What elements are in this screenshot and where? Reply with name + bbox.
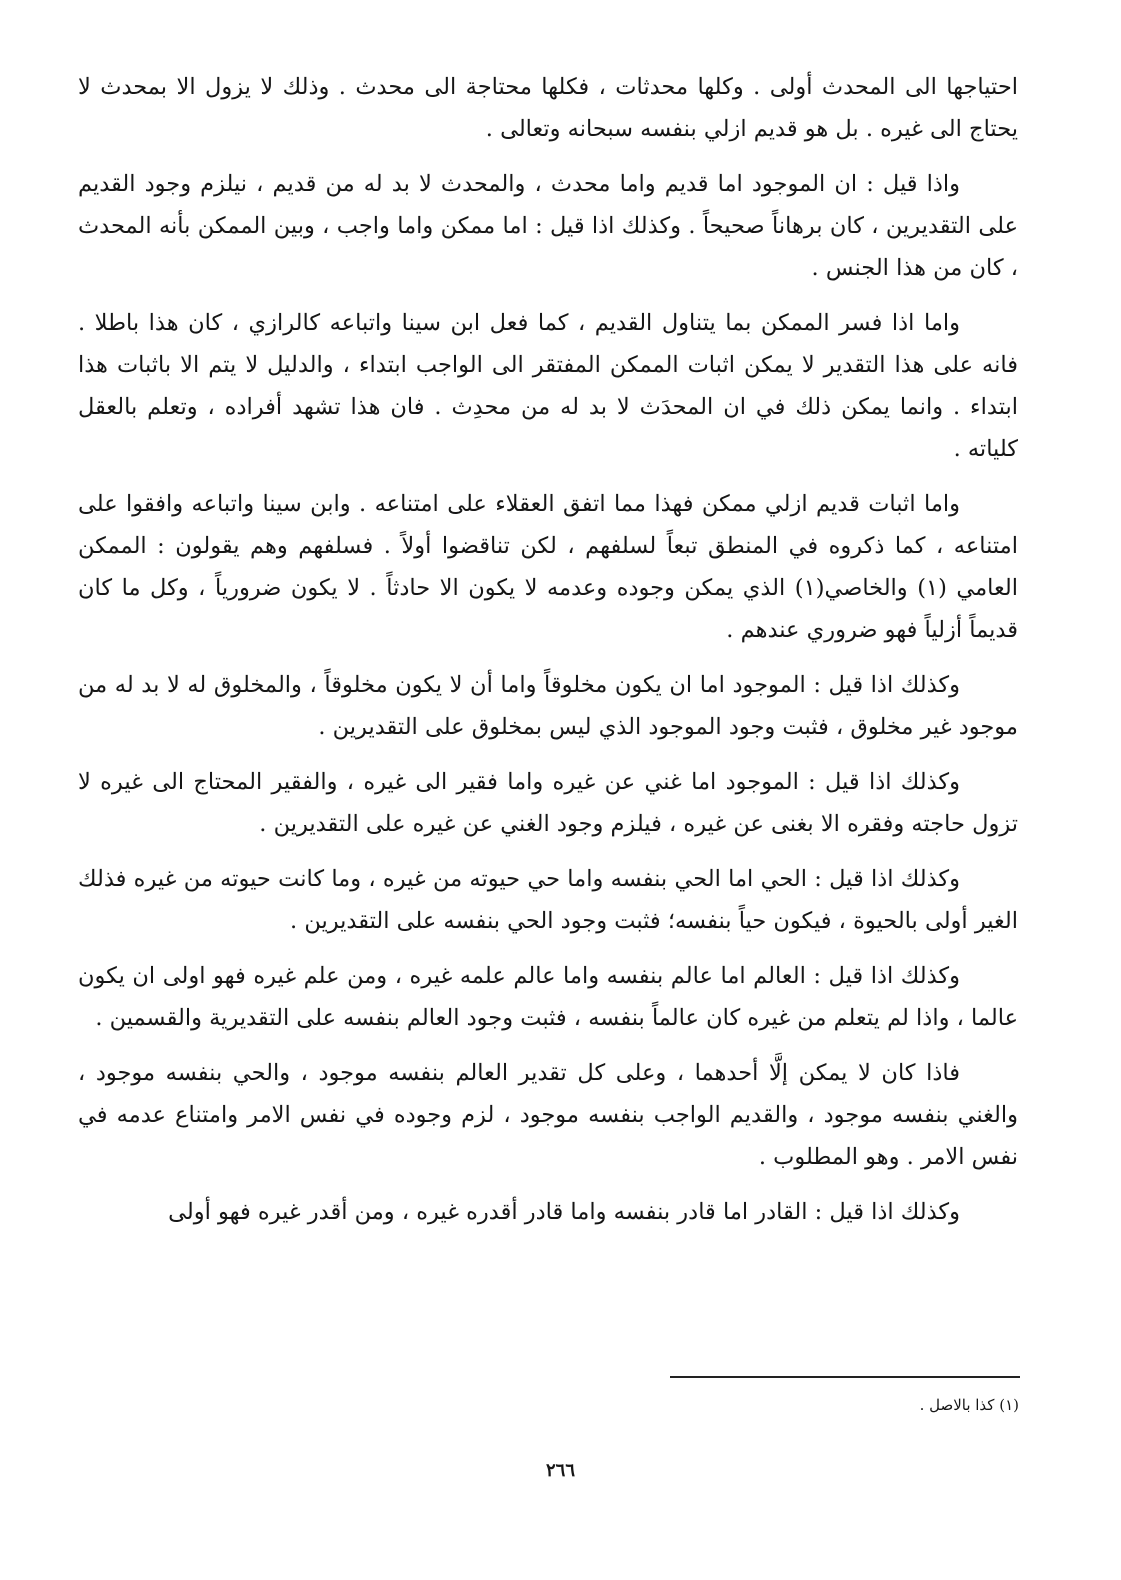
page-number: ٢٦٦	[545, 1460, 575, 1481]
paragraph: وكذلك اذا قيل : القادر اما قادر بنفسه واما قادر أقدره غيره ، ومن أقدر غيره فهو أولى	[168, 1199, 960, 1225]
paragraph: احتياجها الى المحدث أولى . وكلها محدثات ، فكلها محتاجة الى محدث . وذلك لا يزول الا بمحدث لا يحتاج الى غيره . بل هو قديم ازلي بنفسه سبحانه وتعالى .	[78, 74, 1018, 142]
paragraph: وكذلك اذا قيل : الموجود اما غني عن غيره واما فقير الى غيره ، والفقير المحتاج الى غيره لا تزول حاجته وفقره الا بغنى عن غيره ، فيلزم وجود الغني عن غيره على التقديرين .	[78, 769, 1018, 837]
paragraph: واما اثبات قديم ازلي ممكن فهذا مما اتفق العقلاء على امتناعه . وابن سينا واتباعه وافقوا على امتناعه ، كما ذكروه في المنطق تبعاً لسلفهم ، لكن تناقضوا أولاً . فسلفهم وهم يقولون : الممكن العامي (١) والخاصي(١) الذي يمكن وجوده وعدمه لا يكون الا حادثاً . لا يكون ضرورياً ، وكل ما كان قديماً أزلياً فهو ضروري عندهم .	[78, 491, 1018, 643]
main-text	[78, 66, 1018, 1246]
paragraph: واذا قيل : ان الموجود اما قديم واما محدث ، والمحدث لا بد له من قديم ، نيلزم وجود القديم على التقديرين ، كان برهاناً صحيحاً . وكذلك اذا قيل : اما ممكن واما واجب ، وبين الممكن بأنه المحدث ، كان من هذا الجنس .	[78, 171, 1018, 281]
footnote-divider	[670, 1376, 1020, 1378]
paragraph: وكذلك اذا قيل : العالم اما عالم بنفسه واما عالم علمه غيره ، ومن علم غيره فهو اولى ان يكون عالما ، واذا لم يتعلم من غيره كان عالماً بنفسه ، فثبت وجود العالم بنفسه على التقديرية والقسمين .	[78, 963, 1018, 1031]
paragraph: واما اذا فسر الممكن بما يتناول القديم ، كما فعل ابن سينا واتباعه كالرازي ، كان هذا باطلا . فانه على هذا التقدير لا يمكن اثبات الممكن المفتقر الى الواجب ابتداء ، والدليل لا يتم الا باثبات هذا ابتداء . وانما يمكن ذلك في ان المحدَث لا بد له من محدِث . فان هذا تشهد أفراده ، وتعلم بالعقل كلياته .	[78, 310, 1018, 462]
paragraph: فاذا كان لا يمكن إلَّا أحدهما ، وعلى كل تقدير العالم بنفسه موجود ، والحي بنفسه موجود ، والغني بنفسه موجود ، والقديم الواجب بنفسه موجود ، لزم وجوده في نفس الامر وامتناع عدمه في نفس الامر . وهو المطلوب .	[78, 1060, 1018, 1170]
footnote: (١) كذا بالاصل .	[919, 1396, 1019, 1414]
paragraph: وكذلك اذا قيل : الحي اما الحي بنفسه واما حي حيوته من غيره ، وما كانت حيوته من غيره فذلك الغير أولى بالحيوة ، فيكون حياً بنفسه؛ فثبت وجود الحي بنفسه على التقديرين .	[78, 866, 1018, 934]
paragraph: وكذلك اذا قيل : الموجود اما ان يكون مخلوقاً واما أن لا يكون مخلوقاً ، والمخلوق له لا بد له من موجود غير مخلوق ، فثبت وجود الموجود الذي ليس بمخلوق على التقديرين .	[78, 672, 1018, 740]
